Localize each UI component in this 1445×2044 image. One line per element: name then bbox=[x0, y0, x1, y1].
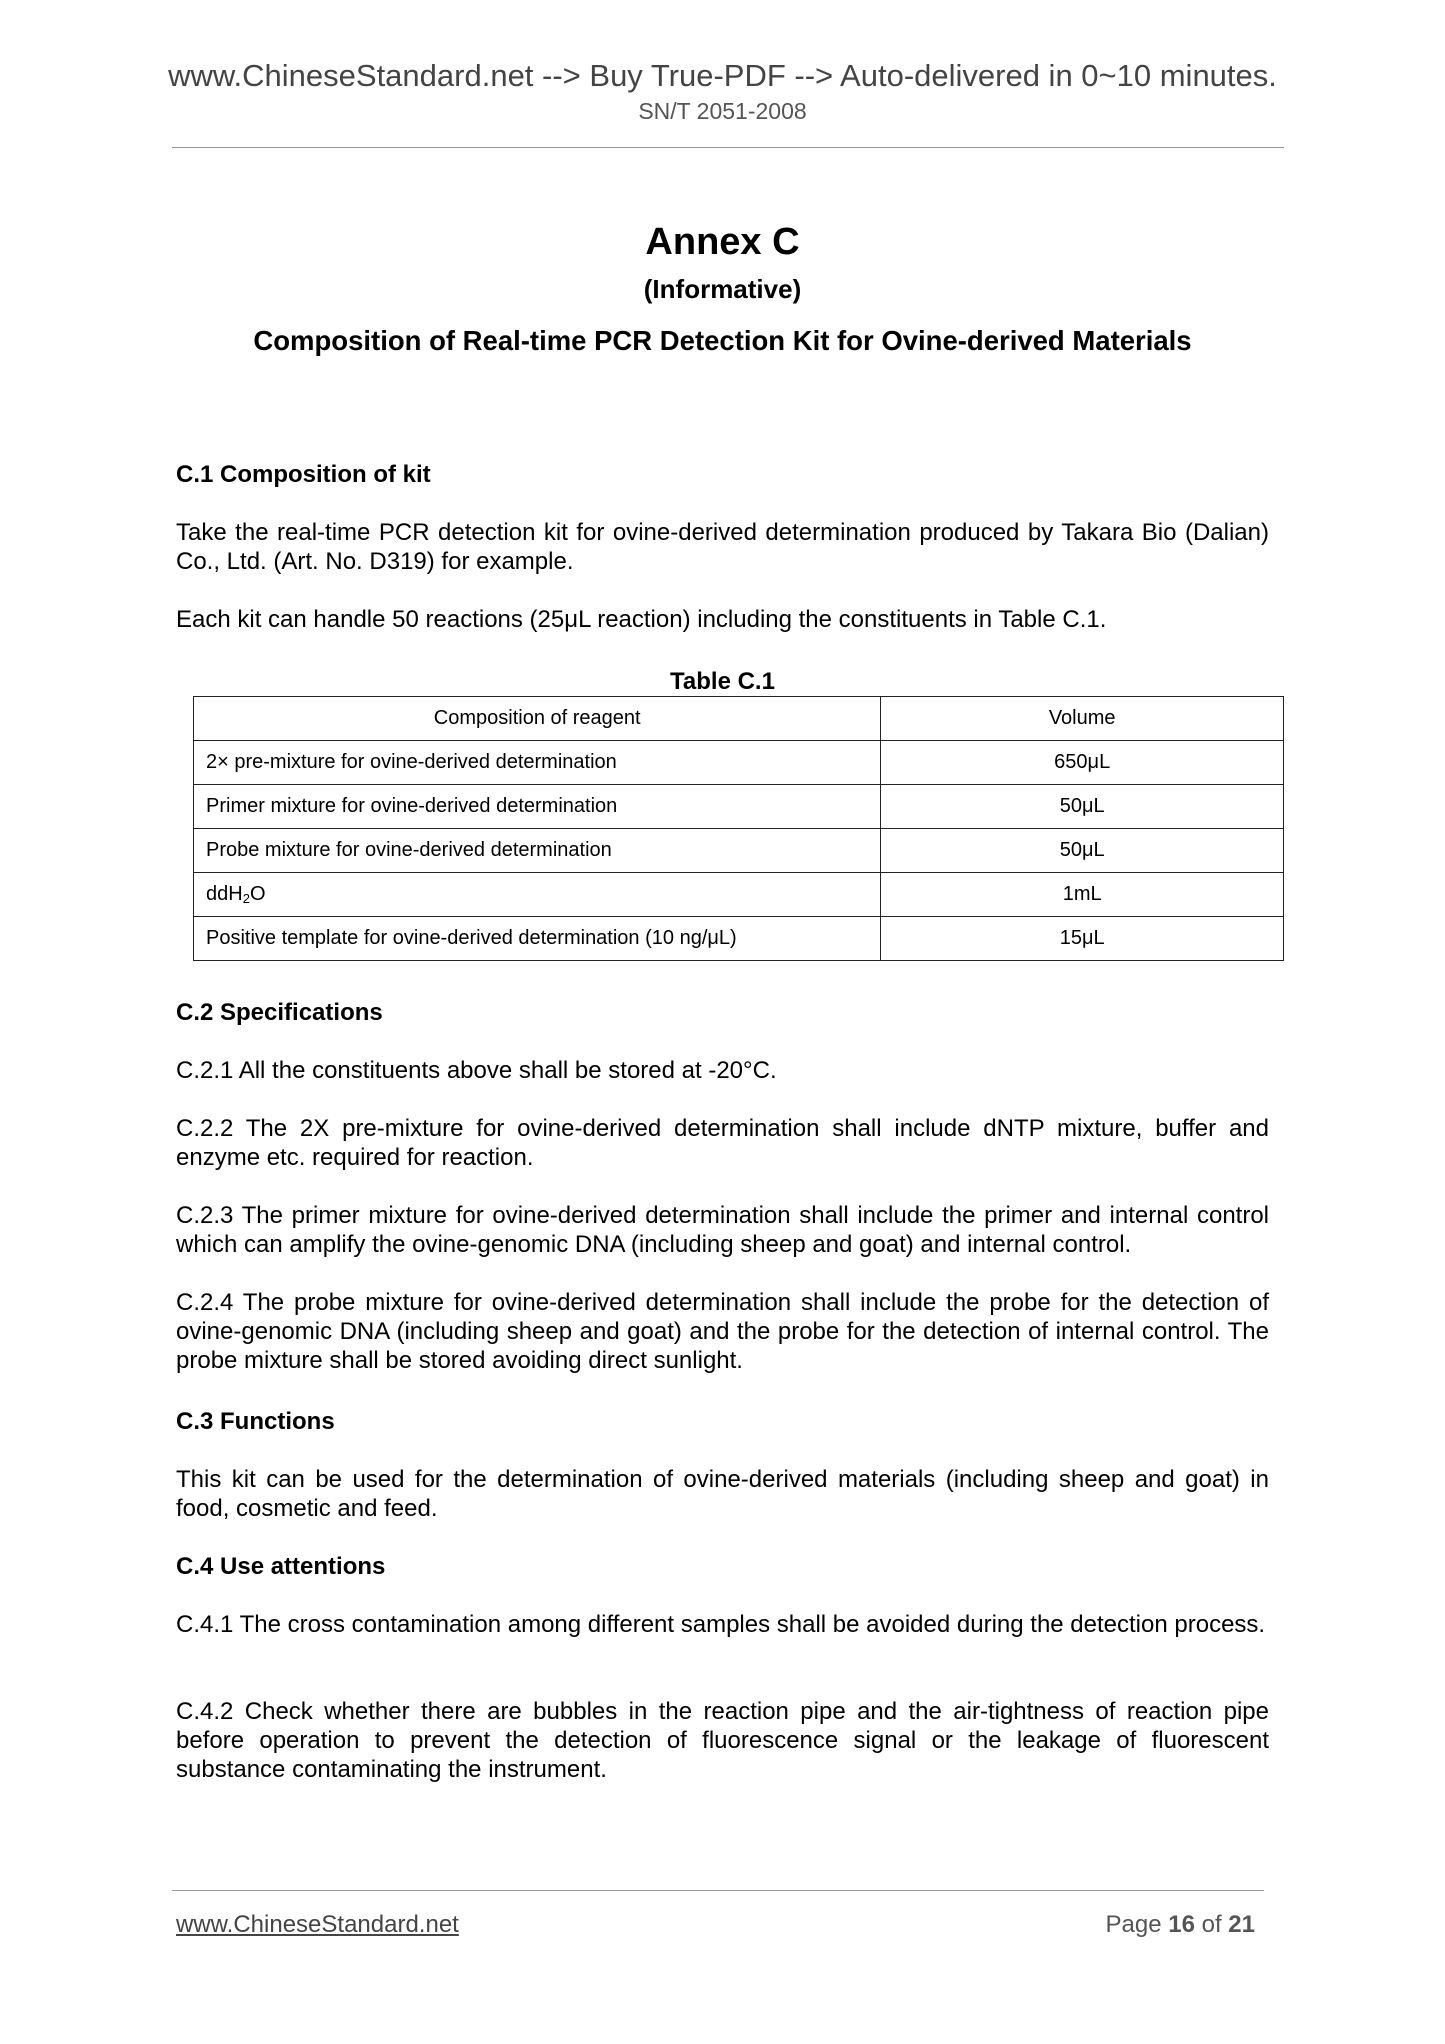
reagent-cell bbox=[194, 873, 881, 917]
column-header-reagent: Composition of reagent bbox=[194, 697, 881, 741]
volume-cell: 50μL bbox=[881, 785, 1284, 829]
paragraph-c1-1: Take the real-time PCR detection kit for ovine-derived determination produced by Takara Bio (Dalian) Co., Ltd. (Art. No. D319) for example. bbox=[176, 519, 1269, 575]
table-caption: Table C.1 bbox=[670, 668, 775, 695]
annex-type: (Informative) bbox=[643, 274, 802, 304]
reagent-cell: 2× pre-mixture for ovine-derived determination bbox=[194, 741, 881, 785]
reagent-cell: Primer mixture for ovine-derived determination bbox=[194, 785, 881, 829]
paragraph-c3-1: This kit can be used for the determination of ovine-derived materials (including sheep and goat) in food, cosmetic and feed. bbox=[176, 1466, 1269, 1522]
paragraph-c4-1: C.4.1 The cross contamination among different samples shall be avoided during the detection process. bbox=[176, 1611, 1266, 1638]
section-heading-c2: C.2 Specifications bbox=[176, 999, 383, 1026]
composition-table bbox=[193, 696, 1284, 961]
annex-subtitle: Composition of Real-time PCR Detection Kit for Ovine-derived Materials bbox=[253, 325, 1192, 356]
reagent-text: ddH bbox=[206, 883, 243, 905]
header-banner: www.ChineseStandard.net --> Buy True-PDF --> Auto-delivered in 0~10 minutes. bbox=[168, 58, 1277, 93]
volume-cell: 50μL bbox=[881, 829, 1284, 873]
paragraph-c2-1: C.2.1 All the constituents above shall be stored at -20°C. bbox=[176, 1057, 777, 1084]
table-header-row bbox=[194, 697, 1284, 741]
header-divider bbox=[172, 147, 1284, 148]
paragraph-c1-2: Each kit can handle 50 reactions (25μL reaction) including the constituents in Table C.1. bbox=[176, 606, 1107, 633]
standard-code: SN/T 2051-2008 bbox=[638, 98, 807, 124]
table-row bbox=[194, 741, 1284, 785]
section-heading-c4: C.4 Use attentions bbox=[176, 1553, 386, 1580]
table-row bbox=[194, 829, 1284, 873]
reagent-text: O bbox=[249, 883, 266, 905]
reagent-cell: Positive template for ovine-derived determination (10 ng/μL) bbox=[194, 917, 881, 961]
reagent-cell: Probe mixture for ovine-derived determination bbox=[194, 829, 881, 873]
table-row bbox=[194, 785, 1284, 829]
table-row bbox=[194, 873, 1284, 917]
paragraph-c2-2: C.2.2 The 2X pre-mixture for ovine-derived determination shall include dNTP mixture, buffer and enzyme etc. required for reaction. bbox=[176, 1115, 1269, 1171]
volume-cell: 1mL bbox=[881, 873, 1284, 917]
paragraph-c2-4: C.2.4 The probe mixture for ovine-derived determination shall include the probe for the detection of ovine-genomic DNA (including sheep and goat) and the probe for the detection of internal control. The probe mixture shall be stored avoiding direct sunlight. bbox=[176, 1289, 1269, 1374]
footer-site-link[interactable]: www.ChineseStandard.net bbox=[176, 1911, 459, 1938]
subscript: 2 bbox=[242, 891, 250, 906]
volume-cell: 650μL bbox=[881, 741, 1284, 785]
volume-cell: 15μL bbox=[881, 917, 1284, 961]
table-row bbox=[194, 917, 1284, 961]
column-header-volume: Volume bbox=[881, 697, 1284, 741]
paragraph-c4-2: C.4.2 Check whether there are bubbles in the reaction pipe and the air-tightness of reaction pipe before operation to prevent the detection of fluorescence signal or the leakage of fluorescent substance contaminating the instrument. bbox=[176, 1698, 1269, 1783]
annex-title: Annex C bbox=[645, 221, 800, 263]
footer-divider bbox=[172, 1890, 1264, 1891]
page-label: Page bbox=[1105, 1911, 1162, 1938]
section-heading-c3: C.3 Functions bbox=[176, 1408, 335, 1435]
paragraph-c2-3: C.2.3 The primer mixture for ovine-derived determination shall include the primer and internal control which can amplify the ovine-genomic DNA (including sheep and goat) and internal control. bbox=[176, 1202, 1269, 1258]
page-indicator bbox=[1106, 1911, 1256, 1939]
page-total: 21 bbox=[1228, 1911, 1255, 1938]
page-of: of bbox=[1201, 1911, 1222, 1938]
page-current: 16 bbox=[1168, 1911, 1195, 1938]
section-heading-c1: C.1 Composition of kit bbox=[176, 461, 431, 488]
